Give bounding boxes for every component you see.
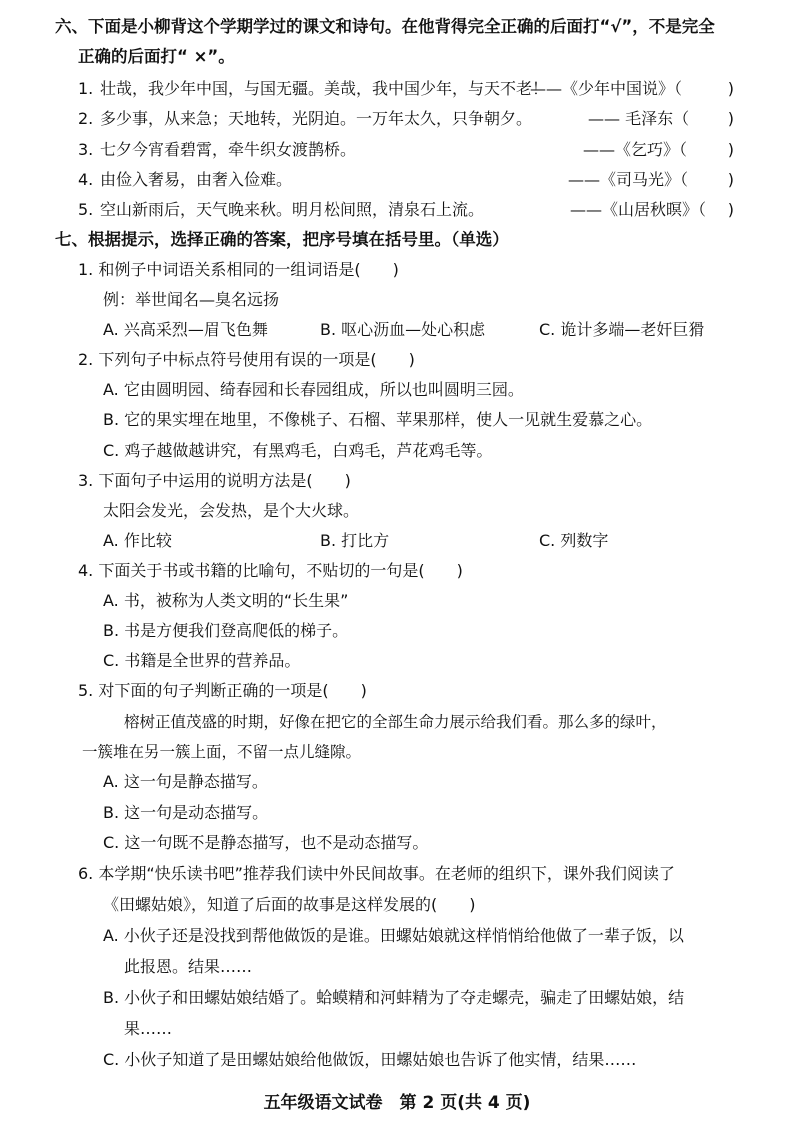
q2-option-b[interactable]: B. 它的果实埋在地里，不像桃子、石榴、苹果那样，使人一见就生爱慕之心。: [103, 410, 653, 429]
q1-stem: 1. 和例子中词语关系相同的一组词语是( ): [78, 260, 399, 279]
answer-paren[interactable]: ): [727, 200, 734, 219]
item-text: 由俭入奢易，由奢入俭难。: [100, 170, 293, 189]
q4-option-a[interactable]: A. 书，被称为人类文明的“长生果”: [103, 591, 349, 610]
page-footer: 五年级语文试卷 第 2 页(共 4 页): [263, 1093, 531, 1113]
item-number: 5.: [78, 200, 94, 219]
section6-item-5: [78, 197, 734, 223]
q1-option-a[interactable]: A. 兴高采烈—眉飞色舞: [103, 320, 268, 339]
section7-title: 七、根据提示，选择正确的答案，把序号填在括号里。（单选）: [55, 230, 509, 249]
answer-paren[interactable]: ): [727, 140, 734, 159]
q2-stem: 2. 下列句子中标点符号使用有误的一项是( ): [78, 350, 415, 369]
item-source: ——《司马光》（: [568, 170, 689, 189]
section6-title-line1: 六、下面是小柳背这个学期学过的课文和诗句。在他背得完全正确的后面打“√”，不是完全: [55, 17, 715, 36]
q3-option-b[interactable]: B. 打比方: [320, 531, 390, 550]
section6-item-3: [78, 137, 734, 163]
q1-example: 例：举世闻名—臭名远扬: [103, 290, 280, 309]
q3-option-c[interactable]: C. 列数字: [539, 531, 609, 550]
q4-stem: 4. 下面关于书或书籍的比喻句，不贴切的一句是( ): [78, 561, 463, 580]
q6-option-a-line2[interactable]: 此报恩。结果……: [124, 957, 253, 976]
item-text: 多少事，从来急；天地转，光阴迫。一万年太久，只争朝夕。: [100, 109, 533, 128]
q4-option-b[interactable]: B. 书是方便我们登高爬低的梯子。: [103, 621, 349, 640]
q6-option-c-line1[interactable]: C. 小伙子知道了是田螺姑娘给他做饭，田螺姑娘也告诉了他实情，结果……: [103, 1050, 637, 1069]
item-source: ——《少年中国说》（: [530, 79, 683, 98]
q6-option-b-line2[interactable]: 果……: [124, 1019, 173, 1038]
item-number: 2.: [78, 109, 94, 128]
q5-option-c[interactable]: C. 这一句既不是静态描写，也不是动态描写。: [103, 833, 429, 852]
q5-option-b[interactable]: B. 这一句是动态描写。: [103, 803, 269, 822]
item-text: 七夕今宵看碧霄，牵牛织女渡鹊桥。: [100, 140, 357, 159]
q5-passage-line1: 榕树正值茂盛的时期，好像在把它的全部生命力展示给我们看。那么多的绿叶，: [124, 713, 667, 731]
item-number: 1.: [78, 79, 94, 98]
q5-passage-line2: 一簇堆在另一簇上面，不留一点儿缝隙。: [82, 743, 362, 761]
q5-stem: 5. 对下面的句子判断正确的一项是( ): [78, 681, 367, 700]
q6-stem-line1: 6. 本学期“快乐读书吧”推荐我们读中外民间故事。在老师的组织下，课外我们阅读了: [78, 864, 675, 883]
q1-options: [103, 318, 743, 342]
q6-option-b-line1[interactable]: B. 小伙子和田螺姑娘结婚了。蛤蟆精和河蚌精为了夺走螺壳，骗走了田螺姑娘，结: [103, 988, 685, 1007]
q1-option-c[interactable]: C. 诡计多端—老奸巨猾: [539, 320, 705, 339]
item-number: 4.: [78, 170, 94, 189]
q6-option-a-line1[interactable]: A. 小伙子还是没找到帮他做饭的是谁。田螺姑娘就这样悄悄给他做了一辈子饭，以: [103, 926, 684, 945]
item-number: 3.: [78, 140, 94, 159]
section6-item-4: [78, 167, 734, 193]
answer-paren[interactable]: ): [727, 170, 734, 189]
q5-option-a[interactable]: A. 这一句是静态描写。: [103, 772, 268, 791]
q3-option-a[interactable]: A. 作比较: [103, 531, 172, 550]
q6-stem-line2: 《田螺姑娘》，知道了后面的故事是这样发展的( ): [103, 895, 476, 914]
q3-sentence: 太阳会发光，会发热，是个大火球。: [103, 501, 360, 520]
item-source: ——《乞巧》（: [583, 140, 688, 159]
section6-title-line2: 正确的后面打“ ×”。: [78, 47, 235, 66]
q3-options: [103, 529, 743, 553]
q2-option-c[interactable]: C. 鸡子越做越讲究，有黑鸡毛，白鸡毛，芦花鸡毛等。: [103, 441, 493, 460]
q3-stem: 3. 下面句子中运用的说明方法是( ): [78, 471, 351, 490]
section6-item-2: [78, 106, 734, 132]
q1-option-b[interactable]: B. 呕心沥血—处心积虑: [320, 320, 486, 339]
item-text: 壮哉，我少年中国，与国无疆。美哉，我中国少年，与天不老！: [100, 79, 549, 98]
answer-paren[interactable]: ): [727, 79, 734, 98]
q2-option-a[interactable]: A. 它由圆明园、绮春园和长春园组成，所以也叫圆明三园。: [103, 380, 524, 399]
item-source: —— 毛泽东（: [588, 109, 690, 128]
item-text: 空山新雨后，天气晚来秋。明月松间照，清泉石上流。: [100, 200, 485, 219]
item-source: ——《山居秋暝》（: [570, 200, 707, 219]
section6-item-1: [78, 76, 734, 102]
answer-paren[interactable]: ): [727, 109, 734, 128]
q4-option-c[interactable]: C. 书籍是全世界的营养品。: [103, 651, 301, 670]
